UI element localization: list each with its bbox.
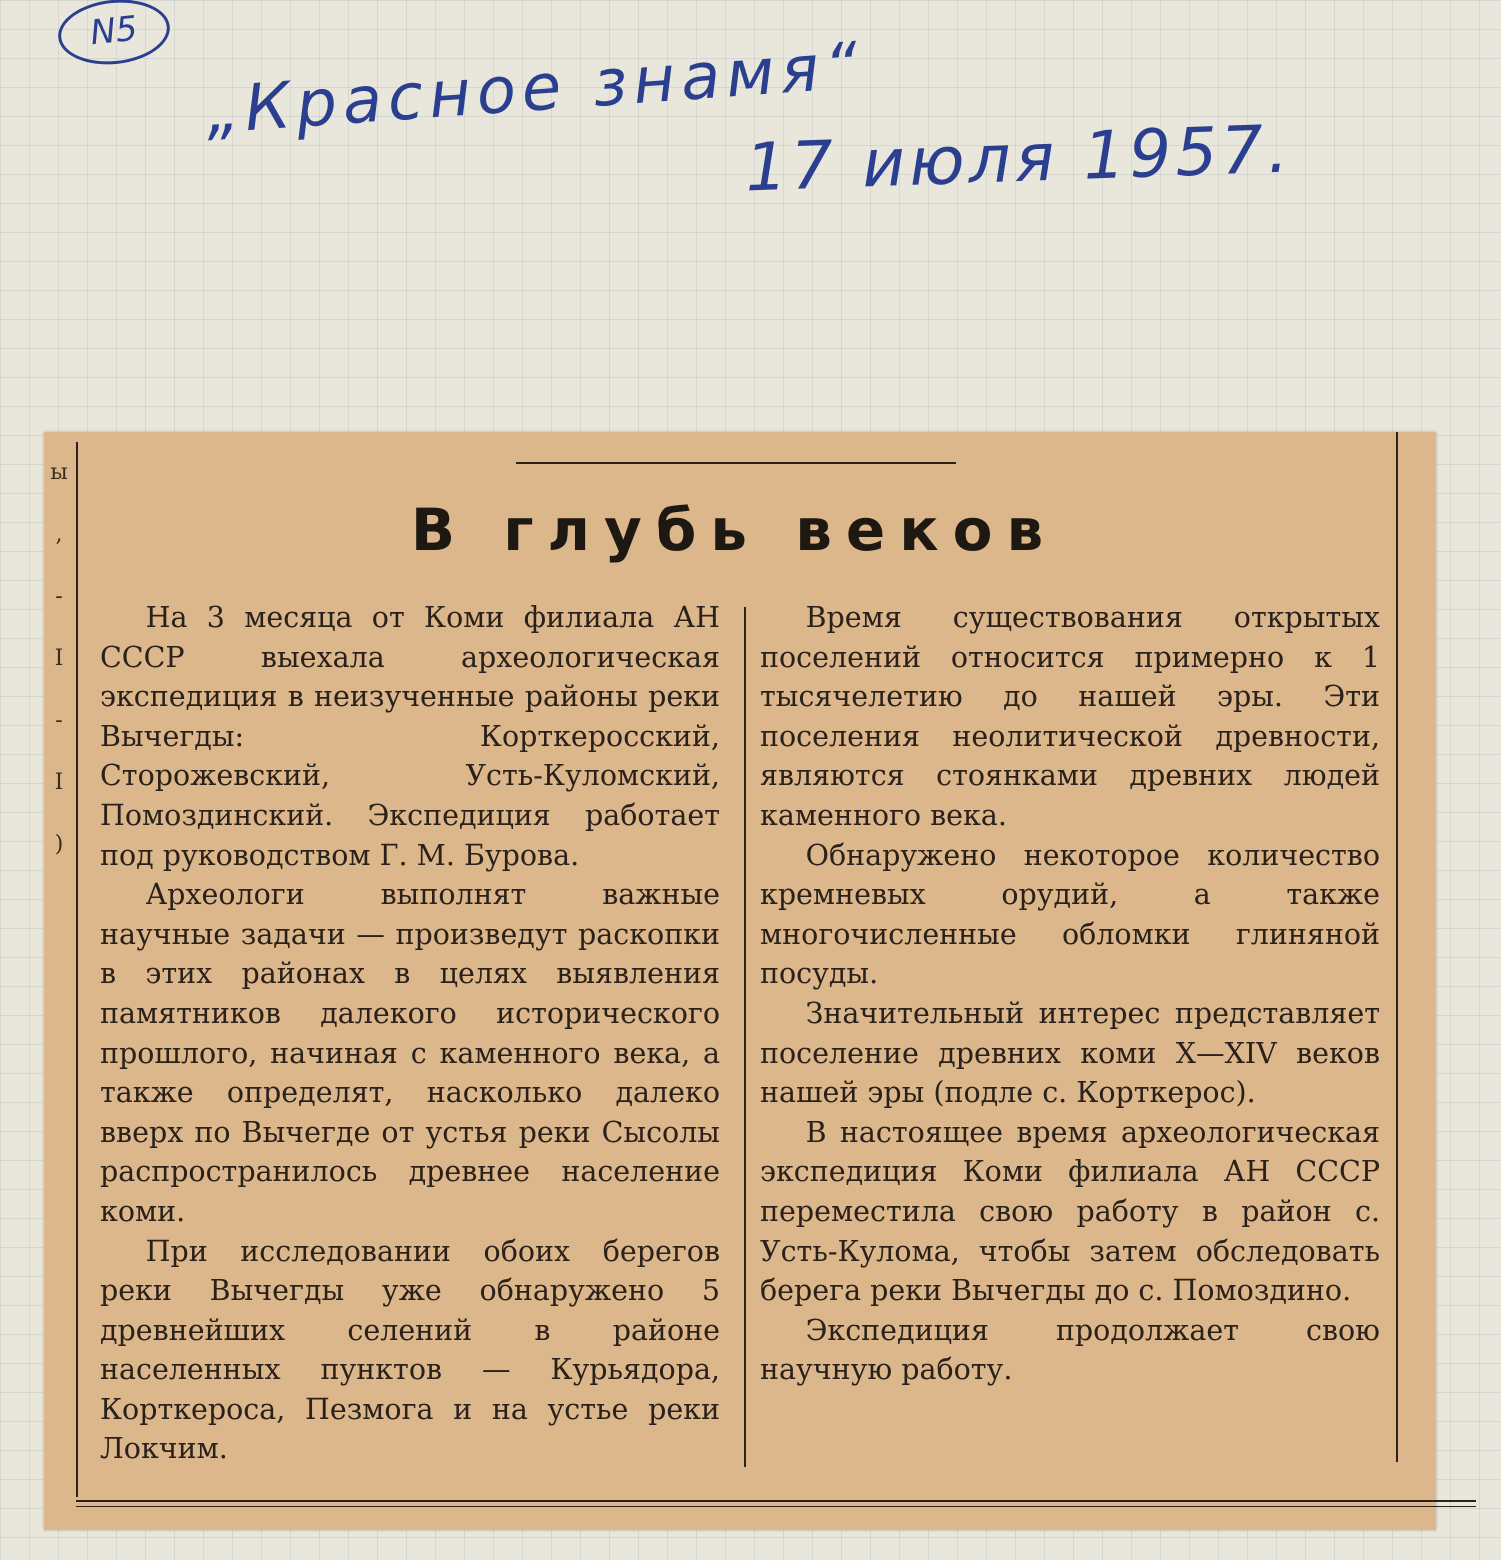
clipped-edge-marks [50, 442, 68, 876]
edge-mark: - [55, 584, 63, 609]
article-headline: В глубь веков [410, 496, 1058, 564]
newspaper-clipping [44, 432, 1436, 1530]
left-column-rule [76, 442, 78, 1497]
article-paragraph: Обнаружено некоторое количество кремневых орудий, а также многочисленные обломки глиняной посуды. [760, 838, 1380, 991]
edge-mark: ) [54, 832, 64, 857]
article-paragraph: На 3 месяца от Коми филиала АН СССР выехала археологическая экспедиция в неизученные районы реки Вычегды: Корткеросский, Сторожевский, Усть-Куломский, Помоздинский. Экспедиция работает под руководством Г. М. Бурова. [100, 601, 720, 872]
article-paragraph: Археологи выполнят важные научные задачи — произведут раскопки в этих районах в целях выявления памятников далекого исторического прошлого, начиная с каменного века, а также определят, насколько далеко вверх по Вычегде от устья реки Сысолы распространилось древнее население коми. [100, 878, 720, 1228]
article-right-column [760, 598, 1380, 1390]
article-paragraph: Значительный интерес представляет поселение древних коми X—XIV веков нашей эры (подле с. Корткерос). [760, 996, 1380, 1110]
bottom-rule-thin [76, 1506, 1476, 1507]
edge-mark: - [55, 708, 63, 733]
article-left-column [100, 598, 720, 1469]
article-paragraph: Экспедиция продолжает свою научную работу. [760, 1313, 1380, 1387]
handwritten-newspaper-name: „Красное знамя“ [203, 29, 867, 149]
handwritten-number-mark: N5 [55, 0, 173, 70]
article-paragraph: В настоящее время археологическая экспедиция Коми филиала АН СССР переместила свою работу в район с. Усть-Кулома, чтобы затем обследовать берега реки Вычегды до с. Помоздино. [760, 1115, 1380, 1308]
edge-mark: I [54, 770, 64, 795]
right-column-rule [1396, 432, 1398, 1462]
title-rule [516, 462, 956, 464]
edge-mark: I [54, 646, 64, 671]
edge-mark: , [55, 522, 63, 547]
center-column-rule [744, 607, 746, 1467]
edge-mark: ы [50, 460, 68, 485]
handwritten-date: 17 июля 1957. [743, 110, 1294, 207]
article-paragraph: Время существования открытых поселений относится примерно к 1 тысячелетию до нашей эры. Эти поселения неолитической древности, являются стоянками древних людей каменного века. [760, 601, 1380, 832]
article-paragraph: При исследовании обоих берегов реки Вычегды уже обнаружено 5 древнейших селений в районе населенных пунктов — Курьядора, Корткероса, Пезмога и на устье реки Локчим. [100, 1234, 720, 1466]
bottom-rule [76, 1500, 1476, 1502]
